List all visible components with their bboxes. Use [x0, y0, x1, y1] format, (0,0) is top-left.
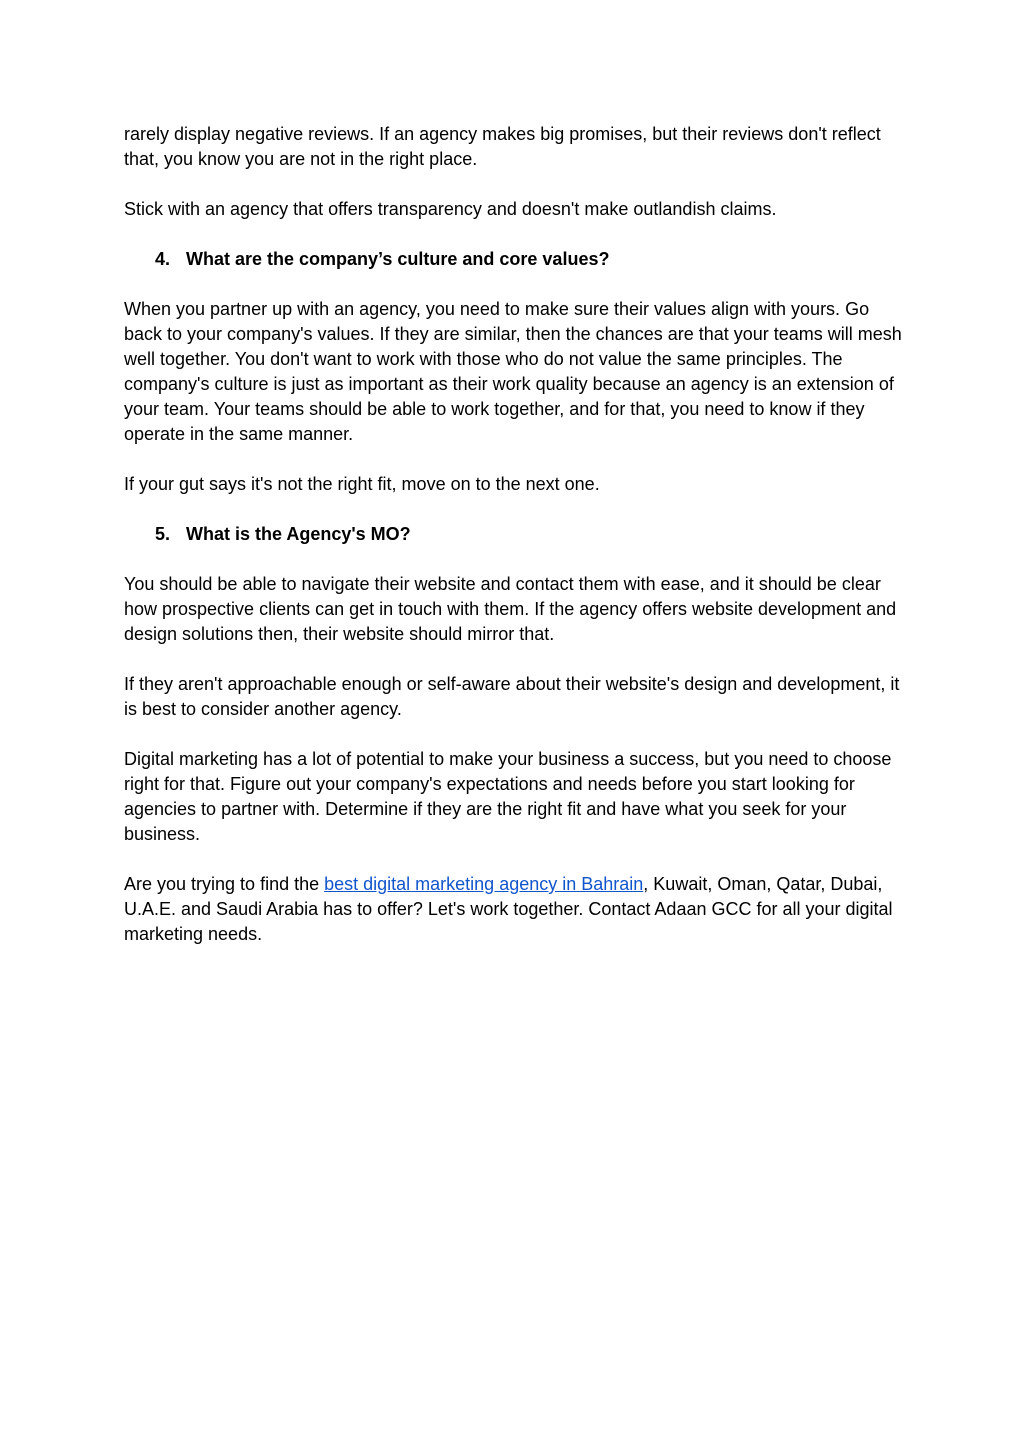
paragraph-navigate-website: You should be able to navigate their website and contact them with ease, and it should be clear how prospective clients can get in touch with them. If the agency offers website development and design solutions then, their website should mirror that. — [124, 574, 897, 644]
paragraph-approachable: If they aren't approachable enough or self-aware about their website's design and development, it is best to consider another agency. — [124, 674, 900, 719]
paragraph-transparency: Stick with an agency that offers transparency and doesn't make outlandish claims. — [124, 199, 777, 219]
heading-text: What are the company’s culture and core values? — [186, 249, 610, 269]
paragraph-contact — [124, 872, 904, 947]
paragraph-reviews: rarely display negative reviews. If an agency makes big promises, but their reviews don't reflect that, you know you are not in the right place. — [124, 124, 881, 169]
heading-agency-mo — [124, 522, 904, 547]
list-number: 4. — [155, 249, 171, 269]
paragraph-digital-marketing: Digital marketing has a lot of potential to make your business a success, but you need to choose right for that. Figure out your company's expectations and needs before you start looking for agencies to partner with. Determine if they are the right fit and have what you seek for your business. — [124, 749, 892, 844]
list-number: 5. — [155, 524, 171, 544]
heading-culture-values — [124, 247, 904, 272]
agency-link[interactable]: best digital marketing agency in Bahrain — [324, 874, 644, 894]
contact-text-after: , Kuwait, Oman, Qatar, Dubai, U.A.E. and Saudi Arabia has to offer? Let's work together. Contact Adaan GCC for all your digital marketing needs. — [124, 874, 893, 944]
document-page — [124, 122, 904, 972]
heading-text: What is the Agency's MO? — [186, 524, 411, 544]
contact-text-before: Are you trying to find the — [124, 874, 325, 894]
paragraph-gut-feeling: If your gut says it's not the right fit, move on to the next one. — [124, 474, 600, 494]
paragraph-values: When you partner up with an agency, you need to make sure their values align with yours. Go back to your company's values. If they are similar, then the chances are that your teams will mesh well together. You don't want to work with those who do not value the same principles. The company's culture is just as important as their work quality because an agency is an extension of your team. Your teams should be able to work together, and for that, you need to know if they operate in the same manner. — [124, 299, 902, 444]
